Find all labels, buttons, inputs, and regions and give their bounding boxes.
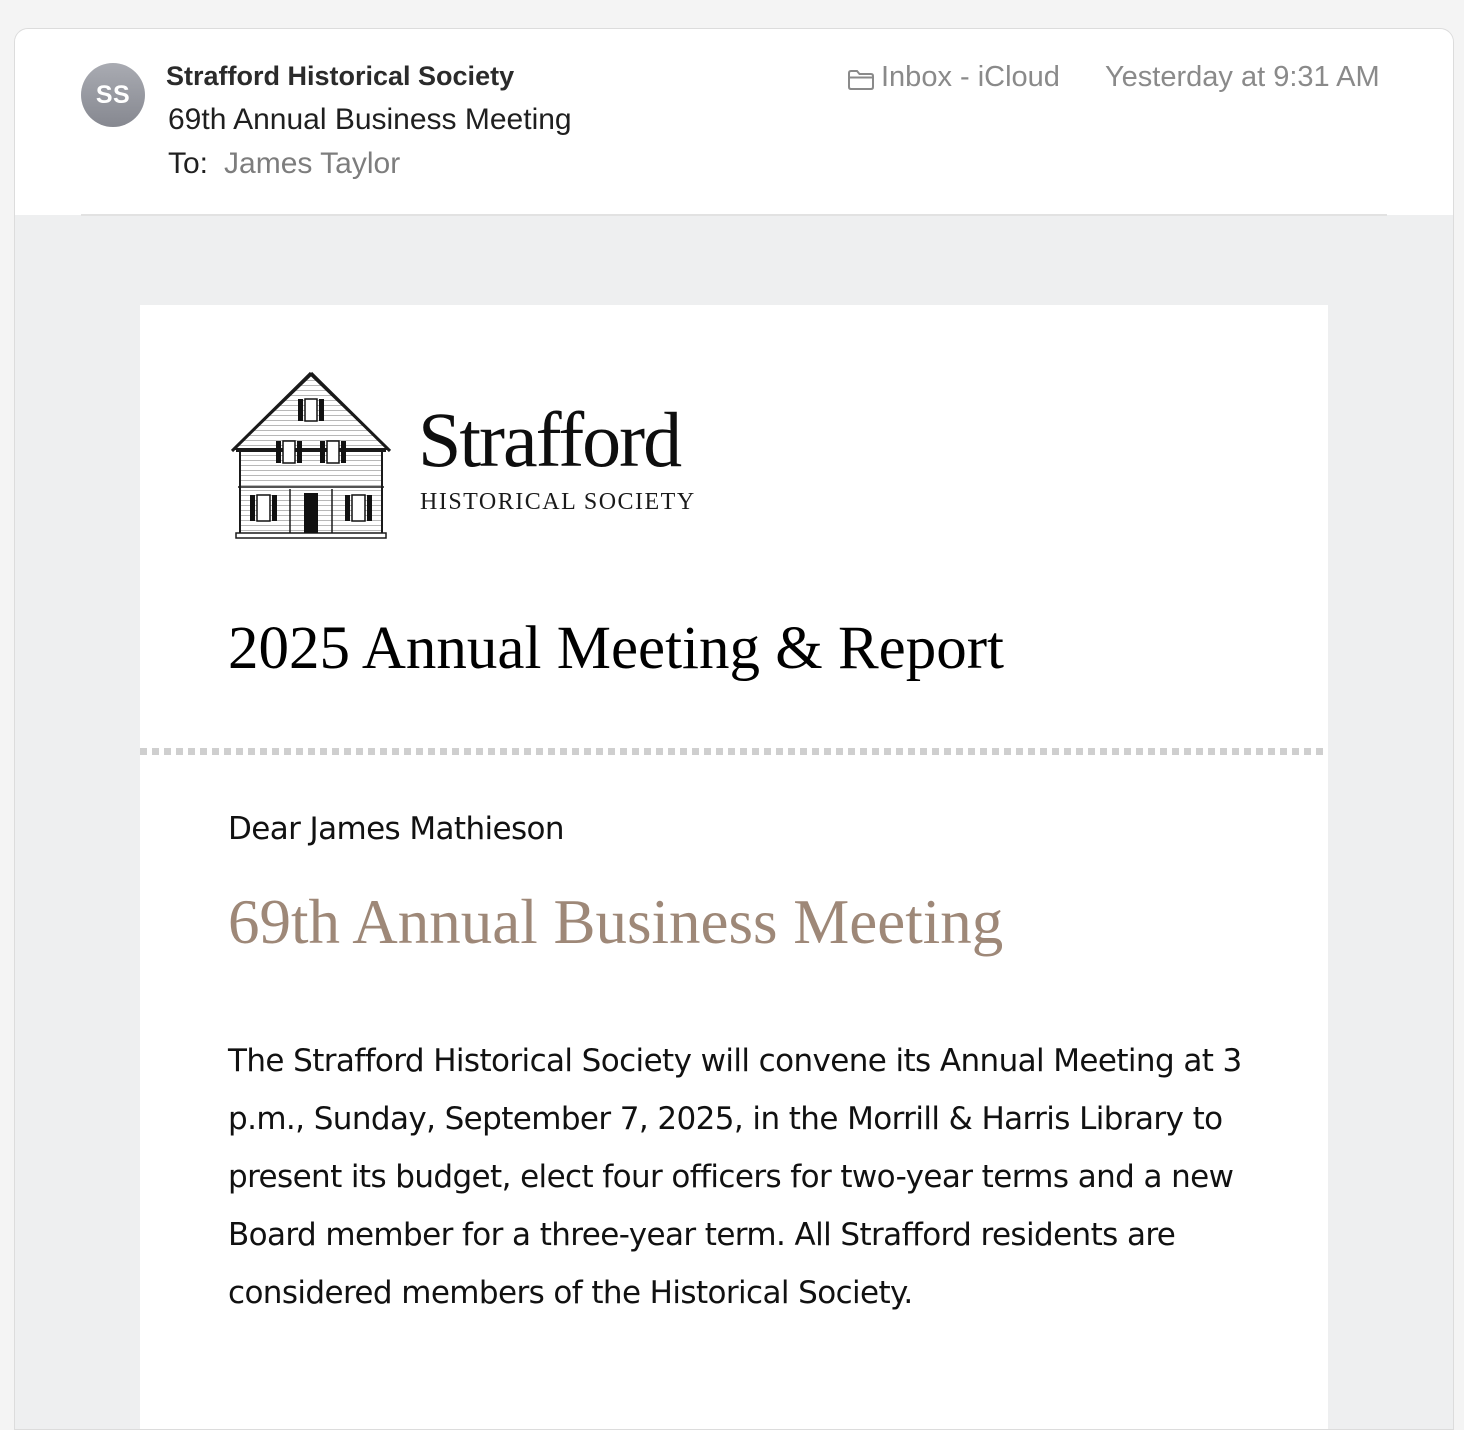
logo-subtitle: HISTORICAL SOCIETY [420, 489, 696, 515]
recipient-row [168, 147, 400, 181]
report-title: 2025 Annual Meeting & Report [228, 615, 1004, 682]
recipient-name[interactable]: James Taylor [224, 147, 401, 180]
message-subject: 69th Annual Business Meeting [168, 103, 572, 136]
meeting-heading: 69th Annual Business Meeting [228, 887, 1004, 957]
folder-icon [847, 69, 875, 91]
mail-window [14, 28, 1454, 1430]
dotted-divider [140, 748, 1328, 755]
message-timestamp: Yesterday at 9:31 AM [1105, 61, 1380, 93]
header-divider [81, 214, 1387, 216]
sender-avatar[interactable]: SS [81, 63, 145, 127]
house-icon [228, 371, 394, 539]
mailbox-label[interactable] [847, 61, 1060, 94]
email-body-card [140, 305, 1328, 1430]
body-paragraph: The Strafford Historical Society will convene its Annual Meeting at 3 p.m., Sunday, September 7, 2025, in the Morrill & Harris Library to present its budget, elect four officers for two-year terms and a new Board member for a three-year term. All Strafford residents are considered members of the Historical Society. [228, 1043, 1242, 1311]
to-label: To: [168, 147, 209, 180]
message-header [15, 29, 1453, 215]
logo-wordmark: Strafford [418, 396, 681, 483]
sender-name[interactable]: Strafford Historical Society [166, 61, 515, 91]
mailbox-name: Inbox - iCloud [881, 61, 1060, 93]
greeting: Dear James Mathieson [228, 811, 564, 847]
